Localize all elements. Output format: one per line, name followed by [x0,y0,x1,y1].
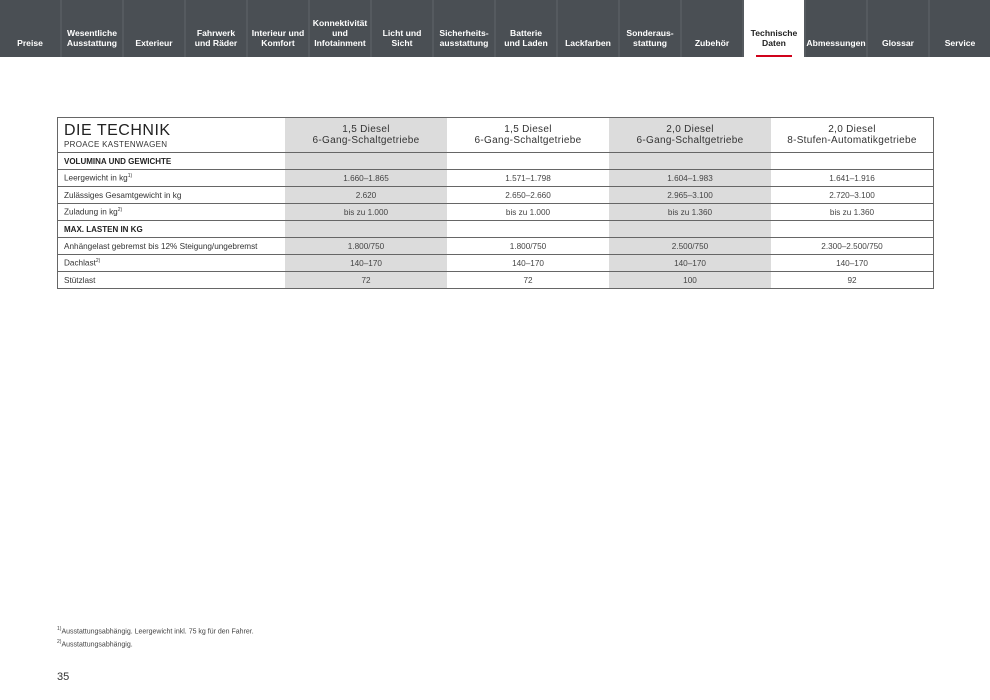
cell-value: 2.965–3.100 [609,187,771,204]
table-row [58,187,934,204]
cell-value: 2.300–2.500/750 [771,238,934,255]
tab-preise[interactable]: Preise [0,0,60,57]
tab-technische-daten[interactable]: Technische Daten [744,0,804,57]
row-label [58,153,286,170]
tab-konnektivitaet[interactable]: Konnektivität und Infotainment [310,0,370,57]
cell-value: 100 [609,272,771,289]
row-label-text: Dachlast [64,258,96,268]
tab-batterie-und-laden[interactable]: Batterie und Laden [496,0,556,57]
cell-value: 72 [285,272,447,289]
row-label-text: Leergewicht in kg [64,173,128,183]
technical-data-table [57,117,934,289]
model-header [771,118,934,153]
model-header [447,118,609,153]
tab-sicherheitsausstattung[interactable]: Sicherheits- ausstattung [434,0,494,57]
table-row [58,255,934,272]
page-title: DIE TECHNIK [64,121,171,139]
footnote-marker: 1) [57,626,62,632]
row-label [58,187,286,204]
cell-value [285,221,447,238]
table-row [58,170,934,187]
footnote-marker: 1) [127,173,133,180]
cell-value [771,153,934,170]
cell-value: 1.604–1.983 [609,170,771,187]
cell-value: bis zu 1.000 [447,204,609,221]
page-subtitle: PROACE KASTENWAGEN [64,139,168,149]
model-header [609,118,771,153]
model-engine: 2,0 Diesel [828,124,876,135]
cell-value: bis zu 1.360 [609,204,771,221]
tab-fahrwerk-und-raeder[interactable]: Fahrwerk und Räder [186,0,246,57]
cell-value [609,153,771,170]
table-row [58,238,934,255]
tab-interieur-und-komfort[interactable]: Interieur und Komfort [248,0,308,57]
footnote-text: Ausstattungsabhängig. [61,641,133,649]
tab-licht-und-sicht[interactable]: Licht und Sicht [372,0,432,57]
top-navigation [0,0,990,57]
cell-value: 2.650–2.660 [447,187,609,204]
row-label-text: Zuladung in kg [64,207,118,217]
footnote-marker: 2) [117,207,123,214]
row-label [58,204,286,221]
cell-value [771,221,934,238]
row-label-text: MAX. LASTEN IN KG [64,224,143,234]
footnote-text: Ausstattungsabhängig. Leergewicht inkl. 75 kg für den Fahrer. [61,628,254,636]
cell-value: 140–170 [609,255,771,272]
row-label [58,238,286,255]
model-header [285,118,447,153]
tab-lackfarben[interactable]: Lackfarben [558,0,618,57]
table-row [58,272,934,289]
row-label [58,170,286,187]
cell-value: bis zu 1.360 [771,204,934,221]
row-label [58,221,286,238]
cell-value [285,153,447,170]
cell-value: bis zu 1.000 [285,204,447,221]
footnotes [57,624,254,651]
table-body [58,153,934,289]
tab-wesentliche-ausstattung[interactable]: Wesentliche Ausstattung [62,0,122,57]
row-label [58,272,286,289]
model-gearbox: 8-Stufen-Automatikgetriebe [787,135,917,146]
section-row [58,153,934,170]
table-title-cell [58,118,286,153]
cell-value: 1.660–1.865 [285,170,447,187]
cell-value: 1.800/750 [285,238,447,255]
model-engine: 2,0 Diesel [666,124,714,135]
tab-zubehoer[interactable]: Zubehör [682,0,742,57]
table-row [58,204,934,221]
cell-value [447,221,609,238]
footnote-1 [57,624,254,637]
model-engine: 1,5 Diesel [342,124,390,135]
tab-sonderausstattung[interactable]: Sonderaus- stattung [620,0,680,57]
cell-value [609,221,771,238]
cell-value: 2.620 [285,187,447,204]
footnote-marker: 2) [95,258,101,265]
cell-value: 1.800/750 [447,238,609,255]
tab-abmessungen[interactable]: Abmessungen [806,0,866,57]
footnote-marker: 2) [57,639,62,646]
cell-value: 140–170 [285,255,447,272]
cell-value: 2.500/750 [609,238,771,255]
model-gearbox: 6-Gang-Schaltgetriebe [474,135,582,146]
tab-glossar[interactable]: Glossar [868,0,928,57]
cell-value: 140–170 [447,255,609,272]
page-number: 35 [57,671,70,683]
tab-exterieur[interactable]: Exterieur [124,0,184,57]
row-label-text: Anhängelast gebremst bis 12% Steigung/ungebremst [64,241,258,251]
cell-value: 72 [447,272,609,289]
cell-value: 1.641–1.916 [771,170,934,187]
cell-value: 2.720–3.100 [771,187,934,204]
model-gearbox: 6-Gang-Schaltgetriebe [636,135,744,146]
cell-value: 92 [771,272,934,289]
row-label-text: VOLUMINA UND GEWICHTE [64,156,172,166]
model-gearbox: 6-Gang-Schaltgetriebe [312,135,420,146]
row-label-text: Stützlast [64,275,96,285]
footnote-2 [57,637,254,650]
model-engine: 1,5 Diesel [504,124,552,135]
section-row [58,221,934,238]
cell-value: 1.571–1.798 [447,170,609,187]
row-label-text: Zulässiges Gesamtgewicht in kg [64,190,182,200]
row-label [58,255,286,272]
tab-service[interactable]: Service [930,0,990,57]
cell-value: 140–170 [771,255,934,272]
cell-value [447,153,609,170]
